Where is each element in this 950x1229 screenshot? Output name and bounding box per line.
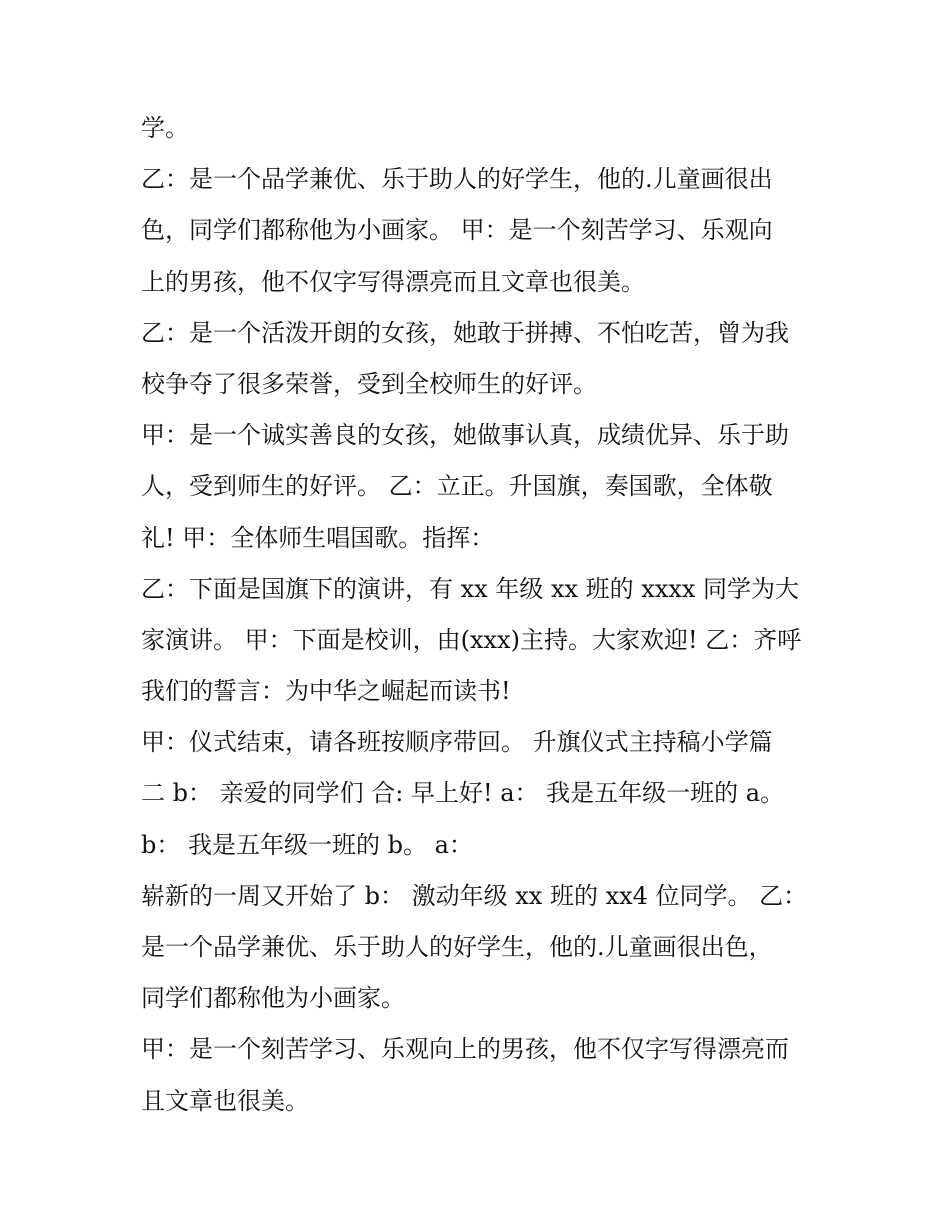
text-line: 乙：是一个活泼开朗的女孩，她敢于拼搏、不怕吃苦，曾为我 <box>141 318 789 347</box>
text-line: 崭新的一周又开始了 b： 激动年级 xx 班的 xx4 位同学。 乙： <box>141 881 808 910</box>
text-line: 礼! 甲：全体师生唱国歌。指挥： <box>141 523 495 552</box>
text-line: 色，同学们都称他为小画家。 甲：是一个刻苦学习、乐观向 <box>141 216 773 245</box>
text-line: 甲：是一个诚实善良的女孩，她做事认真，成绩优异、乐于助 <box>141 421 789 450</box>
text-line: 是一个品学兼优、乐于助人的好学生，他的.儿童画很出色， <box>141 933 773 961</box>
text-line: b： 我是五年级一班的 b。 a： <box>141 830 473 859</box>
text-line: 校争夺了很多荣誉，受到全校师生的好评。 <box>141 369 597 398</box>
document-body <box>141 103 821 1127</box>
text-line: 人，受到师生的好评。 乙：立正。升国旗，奏国歌，全体敬 <box>141 472 773 501</box>
text-line: 且文章也很美。 <box>141 1086 309 1115</box>
text-line: 我们的誓言：为中华之崛起而读书! <box>141 677 511 706</box>
text-line: 乙：下面是国旗下的演讲，有 xx 年级 xx 班的 xxxx 同学为大 <box>141 574 800 603</box>
text-line: 同学们都称他为小画家。 <box>141 984 405 1013</box>
text-line: 甲：是一个刻苦学习、乐观向上的男孩，他不仅字写得漂亮而 <box>141 1035 789 1064</box>
text-line: 上的男孩，他不仅字写得漂亮而且文章也很美。 <box>141 267 645 296</box>
text-line: 学。 <box>141 114 189 142</box>
text-line: 家演讲。 甲：下面是校训，由(xxx)主持。大家欢迎! 乙：齐呼 <box>141 625 802 654</box>
text-line: 乙：是一个品学兼优、乐于助人的好学生，他的.儿童画很出 <box>141 165 773 194</box>
text-line: 二 b： 亲爱的同学们 合: 早上好! a： 我是五年级一班的 a。 <box>141 779 785 808</box>
text-line: 甲：仪式结束，请各班按顺序带回。 升旗仪式主持稿小学篇 <box>141 728 773 757</box>
